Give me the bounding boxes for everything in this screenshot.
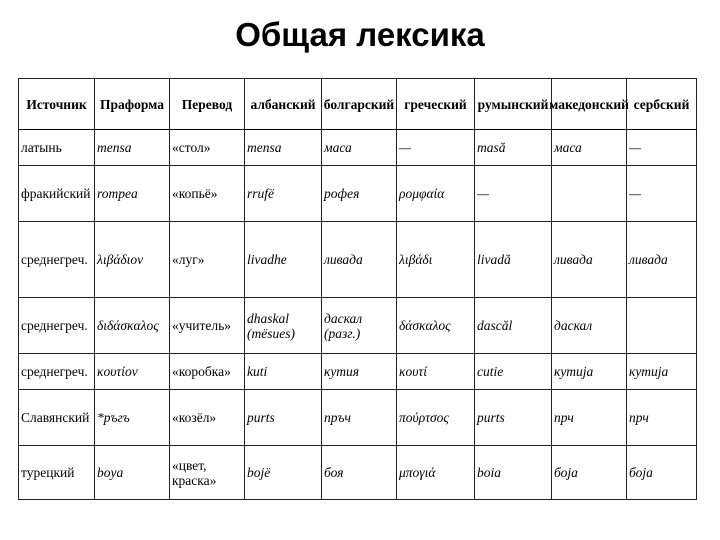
- header-bulgarian: болгарский: [322, 78, 397, 130]
- cell-macedonian: прч: [552, 390, 627, 446]
- cell-protoform: διδάσκαλος: [95, 298, 170, 354]
- header-greek: греческий: [397, 78, 475, 130]
- slide-title: Общая лексика: [235, 16, 485, 53]
- cell-serbian: кутија: [627, 354, 697, 390]
- cell-albanian: rrufë: [245, 166, 322, 222]
- cell-macedonian: даскал: [552, 298, 627, 354]
- cell-source: среднегреч.: [18, 298, 95, 354]
- cell-bulgarian: рофея: [322, 166, 397, 222]
- vocabulary-table: [18, 78, 697, 500]
- cell-protoform: *ръгъ: [95, 390, 170, 446]
- header-serbian: сербский: [627, 78, 697, 130]
- cell-greek: —: [397, 130, 475, 166]
- cell-macedonian: кутија: [552, 354, 627, 390]
- cell-bulgarian: боя: [322, 446, 397, 500]
- cell-macedonian: боја: [552, 446, 627, 500]
- cell-albanian: dhaskal (mësues): [245, 298, 322, 354]
- header-macedonian: македонский: [552, 78, 627, 130]
- header-translation: Перевод: [170, 78, 245, 130]
- cell-bulgarian: кутия: [322, 354, 397, 390]
- cell-bulgarian: даскал (разг.): [322, 298, 397, 354]
- cell-romanian: livadă: [475, 222, 552, 298]
- cell-serbian: ливада: [627, 222, 697, 298]
- cell-source: турецкий: [18, 446, 95, 500]
- header-albanian: албанский: [245, 78, 322, 130]
- cell-source: латынь: [18, 130, 95, 166]
- cell-protoform: mensa: [95, 130, 170, 166]
- cell-romanian: purts: [475, 390, 552, 446]
- cell-greek: μπογιά: [397, 446, 475, 500]
- cell-romanian: masă: [475, 130, 552, 166]
- cell-greek: δάσκαλος: [397, 298, 475, 354]
- cell-serbian: —: [627, 166, 697, 222]
- cell-translation: «цвет, краска»: [170, 446, 245, 500]
- cell-romanian: boia: [475, 446, 552, 500]
- cell-albanian: mensa: [245, 130, 322, 166]
- cell-romanian: cutie: [475, 354, 552, 390]
- cell-serbian: [627, 298, 697, 354]
- cell-protoform: κουτίον: [95, 354, 170, 390]
- cell-translation: «копьё»: [170, 166, 245, 222]
- cell-albanian: livadhe: [245, 222, 322, 298]
- cell-romanian: dascăl: [475, 298, 552, 354]
- cell-translation: «стол»: [170, 130, 245, 166]
- cell-greek: ρομφαία: [397, 166, 475, 222]
- cell-greek: πούρτσος: [397, 390, 475, 446]
- cell-albanian: purts: [245, 390, 322, 446]
- cell-romanian: —: [475, 166, 552, 222]
- cell-source: Славянский: [18, 390, 95, 446]
- header-source: Источник: [18, 78, 95, 130]
- cell-bulgarian: маса: [322, 130, 397, 166]
- cell-albanian: kuti: [245, 354, 322, 390]
- cell-protoform: rompea: [95, 166, 170, 222]
- cell-serbian: боја: [627, 446, 697, 500]
- cell-translation: «козёл»: [170, 390, 245, 446]
- cell-serbian: —: [627, 130, 697, 166]
- cell-source: среднегреч.: [18, 354, 95, 390]
- cell-albanian: bojë: [245, 446, 322, 500]
- header-protoform: Праформа: [95, 78, 170, 130]
- cell-macedonian: маса: [552, 130, 627, 166]
- cell-bulgarian: ливада: [322, 222, 397, 298]
- cell-translation: «луг»: [170, 222, 245, 298]
- cell-macedonian: ливада: [552, 222, 627, 298]
- cell-protoform: λιβάδιον: [95, 222, 170, 298]
- cell-translation: «коробка»: [170, 354, 245, 390]
- cell-greek: λιβάδι: [397, 222, 475, 298]
- header-romanian: румынский: [475, 78, 552, 130]
- cell-source: фракийский: [18, 166, 95, 222]
- cell-greek: κουτί: [397, 354, 475, 390]
- cell-bulgarian: пръч: [322, 390, 397, 446]
- cell-macedonian: [552, 166, 627, 222]
- cell-serbian: прч: [627, 390, 697, 446]
- cell-protoform: boya: [95, 446, 170, 500]
- cell-source: среднегреч.: [18, 222, 95, 298]
- cell-translation: «учитель»: [170, 298, 245, 354]
